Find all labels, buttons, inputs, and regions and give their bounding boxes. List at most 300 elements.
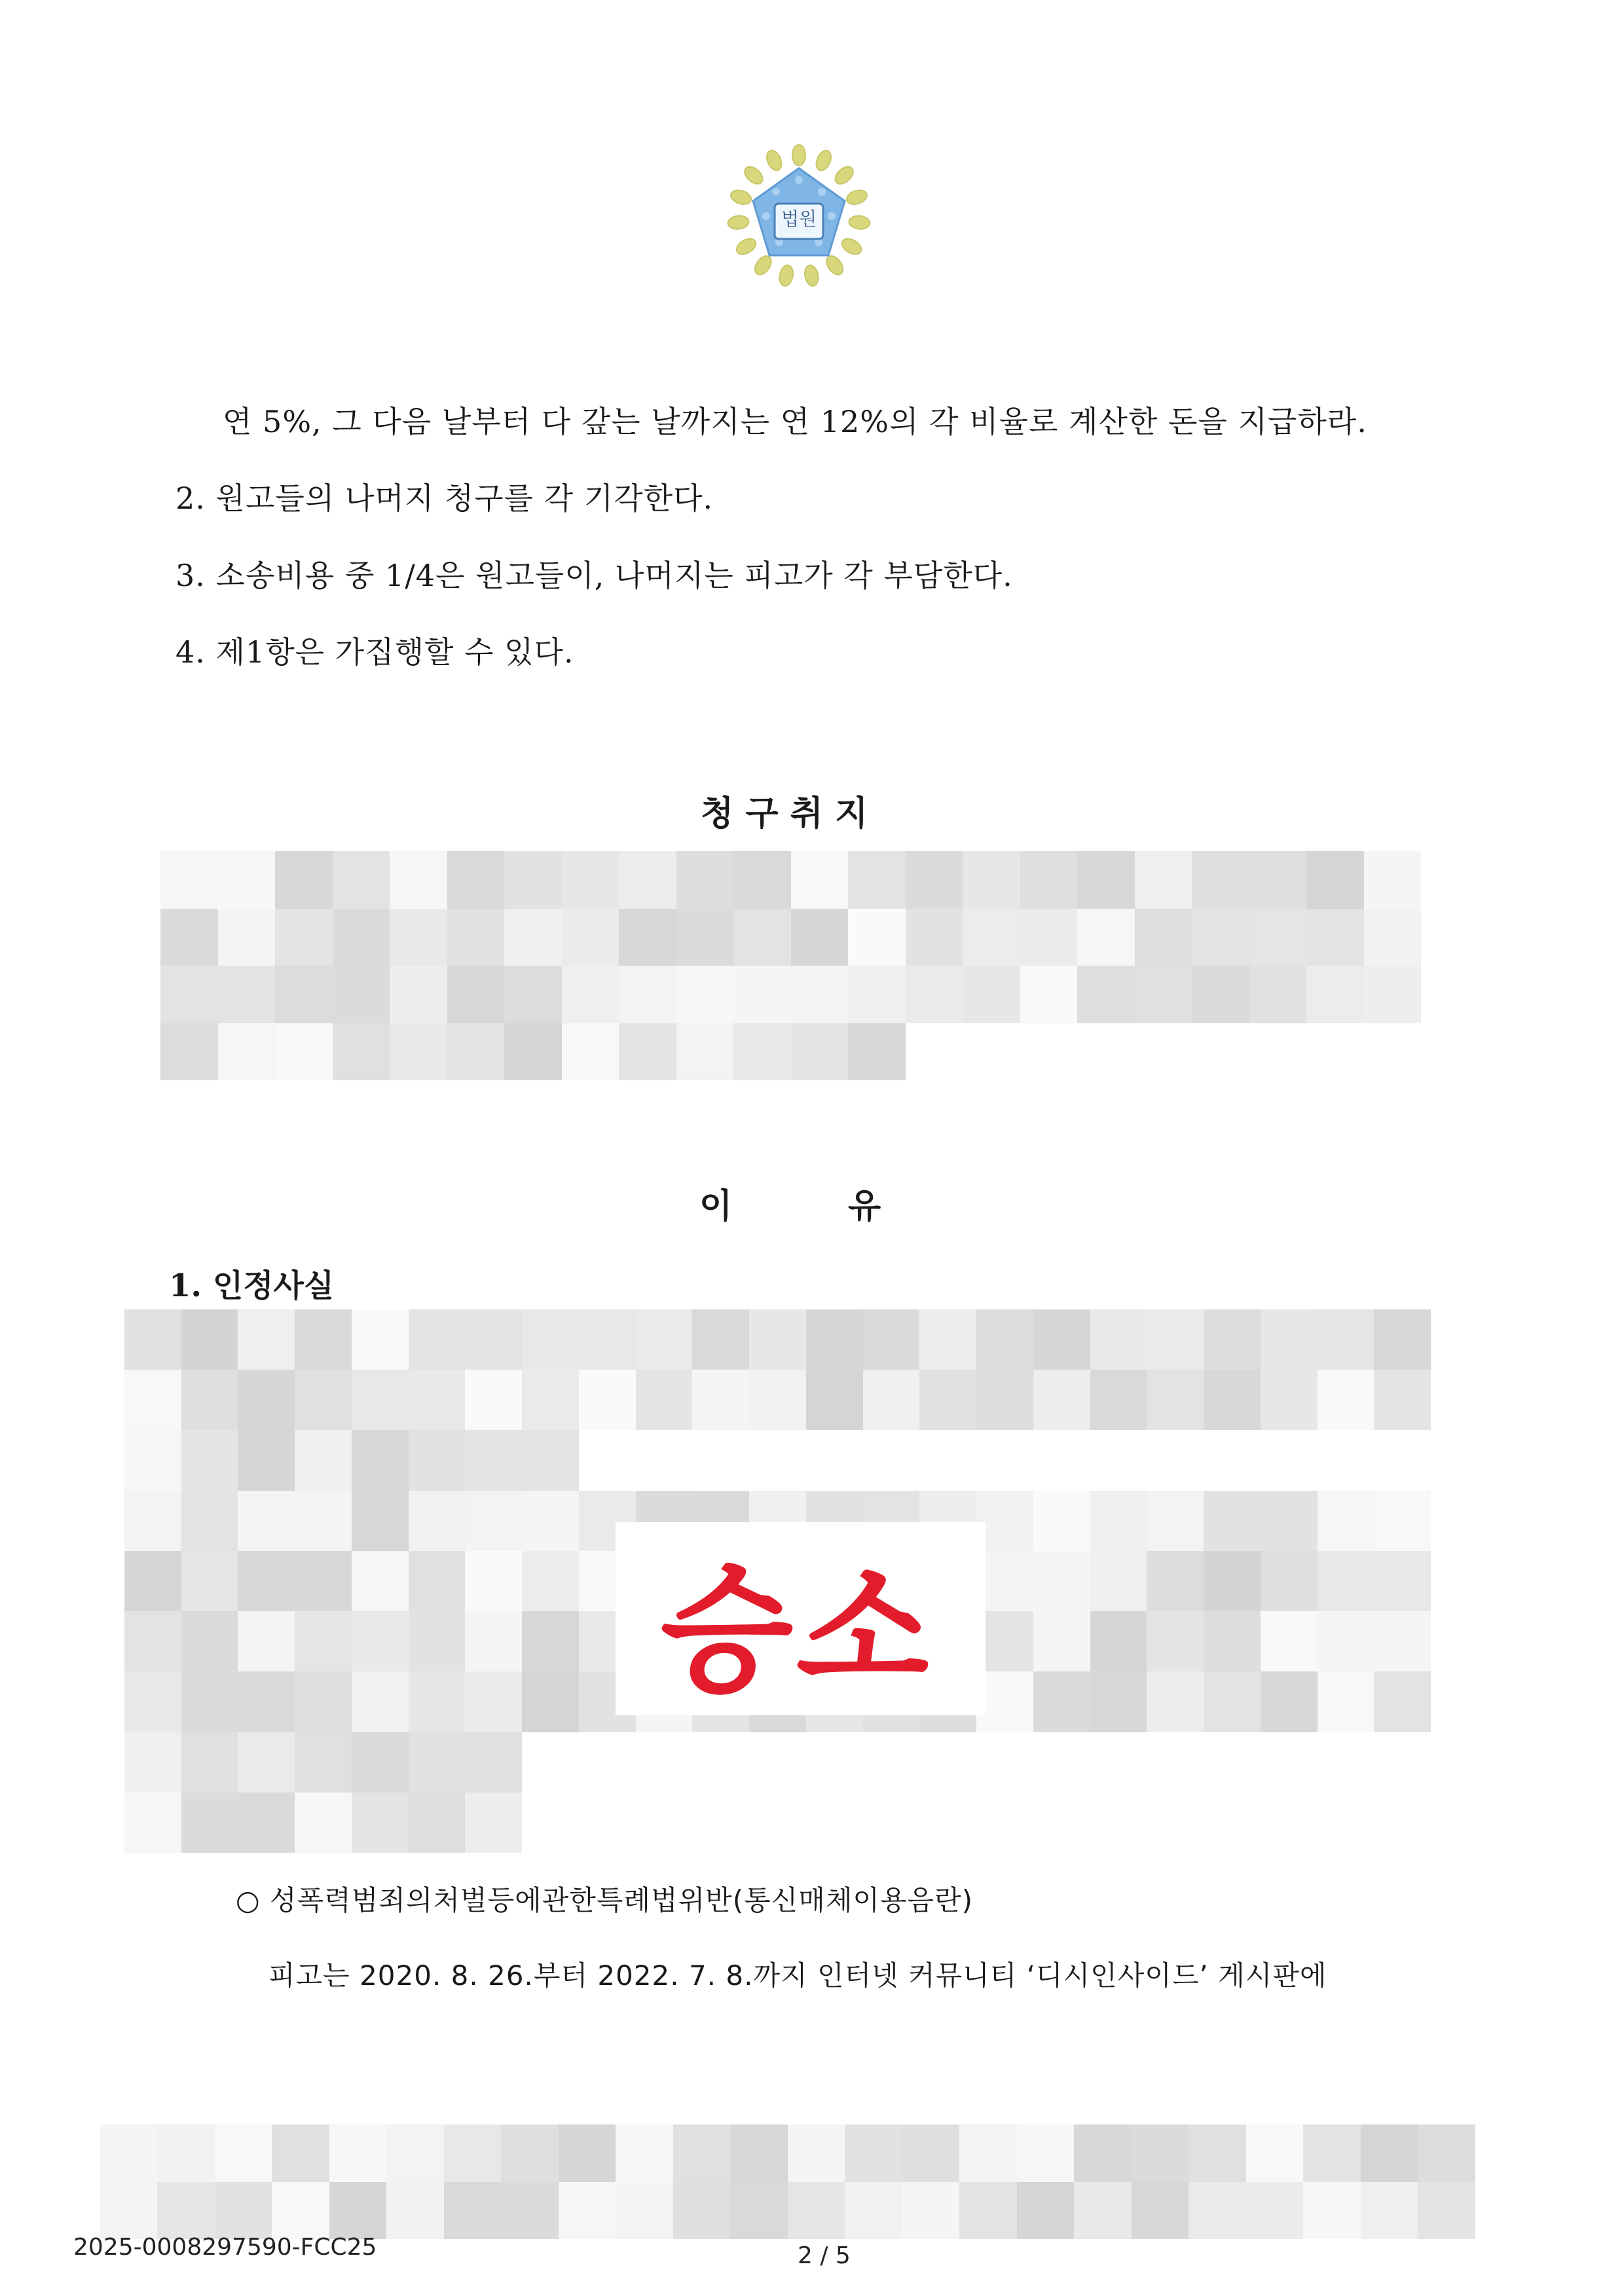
redaction-tile <box>1303 2124 1361 2182</box>
redaction-tile <box>238 1671 295 1732</box>
redaction-tile <box>1077 1023 1135 1081</box>
redaction-tile <box>1261 1793 1318 1853</box>
redaction-tile <box>522 1491 579 1551</box>
redaction-tile <box>976 1370 1033 1430</box>
redaction-tile <box>1033 1671 1090 1732</box>
redaction-tile <box>1318 1793 1375 1853</box>
redaction-tile <box>124 1611 181 1671</box>
redaction-tile <box>1147 1793 1204 1853</box>
redaction-tile <box>160 1023 218 1081</box>
redaction-tile <box>218 1023 276 1081</box>
redaction-tile <box>1249 851 1307 909</box>
redaction-tile <box>275 851 333 909</box>
redaction-tile <box>1364 1023 1422 1081</box>
redaction-tile <box>160 966 218 1023</box>
redaction-tile <box>1020 1023 1078 1081</box>
redaction-tile <box>504 909 562 966</box>
redaction-tile <box>1418 2182 1475 2240</box>
redaction-tile <box>522 1309 579 1370</box>
redaction-tile <box>676 966 734 1023</box>
redaction-tile <box>806 1430 863 1490</box>
redaction-tile <box>1364 909 1422 966</box>
redaction-tile <box>1318 1309 1375 1370</box>
redaction-tile <box>238 1430 295 1490</box>
redaction-tile <box>333 1023 390 1081</box>
redaction-tile <box>238 1793 295 1853</box>
redaction-tile <box>1090 1732 1147 1793</box>
redaction-tile <box>676 851 734 909</box>
redaction-tile <box>522 1551 579 1611</box>
redaction-tile <box>238 1611 295 1671</box>
redaction-tile <box>1090 1430 1147 1490</box>
redaction-tile <box>124 1491 181 1551</box>
redaction-tile <box>1189 2124 1246 2182</box>
redaction-tile <box>160 909 218 966</box>
redaction-tile <box>465 1309 522 1370</box>
redaction-tile <box>1303 2182 1361 2240</box>
redaction-tile <box>1306 966 1364 1023</box>
redaction-tile <box>43 2124 100 2182</box>
redaction-tile <box>1364 966 1422 1023</box>
redaction-tile <box>465 1430 522 1490</box>
redaction-tile <box>352 1491 409 1551</box>
redaction-tile <box>616 2182 673 2240</box>
redaction-tile <box>1033 1309 1090 1370</box>
redaction-tile <box>1135 966 1192 1023</box>
redaction-tile <box>1204 1732 1261 1793</box>
redaction-tile <box>919 1370 976 1430</box>
redaction-tile <box>692 1370 749 1430</box>
redaction-tile <box>504 1023 562 1081</box>
redaction-tile <box>1189 2182 1246 2240</box>
redaction-tile <box>275 909 333 966</box>
redaction-tile <box>619 909 676 966</box>
redaction-tile <box>902 2124 960 2182</box>
redaction-tile <box>619 1023 676 1081</box>
redaction-tile <box>181 1732 238 1793</box>
redaction-tile <box>1192 851 1249 909</box>
redaction-tile <box>1204 1370 1261 1430</box>
redaction-tile <box>218 909 276 966</box>
redaction-tile <box>295 1793 352 1853</box>
redaction-tile <box>848 966 906 1023</box>
redaction-tile <box>749 1732 806 1793</box>
redaction-tile <box>465 1551 522 1611</box>
redaction-tile <box>124 1430 181 1490</box>
redaction-tile <box>579 1370 636 1430</box>
redaction-tile <box>562 909 619 966</box>
redaction-tile <box>1204 1671 1261 1732</box>
redaction-tile <box>238 1309 295 1370</box>
redaction-tile <box>124 1309 181 1370</box>
redaction-tile <box>504 851 562 909</box>
redaction-tile <box>124 1370 181 1430</box>
redaction-tile <box>352 1671 409 1732</box>
redaction-tile <box>806 1732 863 1793</box>
redaction-tile <box>963 909 1020 966</box>
redaction-tile <box>562 1023 619 1081</box>
redaction-tile <box>1147 1551 1204 1611</box>
redaction-tile <box>1077 909 1135 966</box>
redaction-tile <box>1147 1491 1204 1551</box>
redaction-tile <box>465 1370 522 1430</box>
redaction-tile <box>181 1430 238 1490</box>
redaction-tile <box>1147 1732 1204 1793</box>
redaction-tile <box>1374 1309 1431 1370</box>
redaction-tile <box>215 2182 272 2240</box>
redaction-tile <box>1249 966 1307 1023</box>
redaction-tile <box>333 966 390 1023</box>
redaction-tile <box>1318 1611 1375 1671</box>
redaction-tile <box>579 1309 636 1370</box>
redaction-tile <box>906 851 963 909</box>
redaction-tile <box>906 1023 963 1081</box>
redaction-tile <box>1090 1491 1147 1551</box>
redaction-tile <box>676 1023 734 1081</box>
redaction-tile <box>579 1732 636 1793</box>
redaction-tile <box>1374 1370 1431 1430</box>
redaction-tile <box>352 1551 409 1611</box>
redaction-tile <box>1033 1611 1090 1671</box>
redaction-tile <box>733 1023 791 1081</box>
redaction-tile <box>1261 1491 1318 1551</box>
redaction-tile <box>1204 1551 1261 1611</box>
redaction-tile <box>1249 1023 1307 1081</box>
charge-body: 피고는 2020. 8. 26.부터 2022. 7. 8.까지 인터넷 커뮤니티 ‘디시인사이드’ 게시판에 <box>268 1959 1327 1992</box>
win-stamp-text: 승소 <box>651 1550 948 1711</box>
redaction-tile <box>447 966 505 1023</box>
redaction-tile <box>1374 1671 1431 1732</box>
redaction-tile <box>409 1793 466 1853</box>
redaction-tile <box>386 2182 444 2240</box>
redaction-tile <box>1318 1430 1375 1490</box>
redaction-tile <box>845 2182 902 2240</box>
redaction-tile <box>333 851 390 909</box>
redaction-tile <box>1020 966 1078 1023</box>
redaction-tile <box>1147 1430 1204 1490</box>
redaction-tile <box>791 1023 849 1081</box>
redaction-tile <box>1033 1430 1090 1490</box>
redaction-tile <box>1135 909 1192 966</box>
redaction-tile <box>1077 851 1135 909</box>
redaction-tile <box>390 851 447 909</box>
charge-title: ○ 성폭력범죄의처벌등에관한특례법위반(통신매체이용음란) <box>236 1884 974 1916</box>
redaction-tile <box>579 1430 636 1490</box>
redaction-tile <box>295 1370 352 1430</box>
redaction-tile <box>1364 851 1422 909</box>
redaction-tile <box>791 909 849 966</box>
judgment-line-2: 2. 원고들의 나머지 청구를 각 기각한다. <box>175 481 714 516</box>
redaction-tile <box>1306 1023 1364 1081</box>
redaction-tile <box>238 1491 295 1551</box>
redaction-tile <box>390 1023 447 1081</box>
redaction-tile <box>409 1551 466 1611</box>
redaction-tile <box>522 1793 579 1853</box>
redaction-tile <box>1090 1793 1147 1853</box>
redaction-tile <box>124 1732 181 1793</box>
redaction-tile <box>522 1732 579 1793</box>
redaction-tile <box>1147 1370 1204 1430</box>
redaction-tile <box>465 1732 522 1793</box>
redaction-tile <box>295 1671 352 1732</box>
emblem-text: 법원 <box>781 208 817 230</box>
redaction-tile <box>1033 1491 1090 1551</box>
redaction-tile <box>1090 1370 1147 1430</box>
redaction-tile <box>333 909 390 966</box>
redaction-tile <box>636 1732 693 1793</box>
redaction-tile <box>465 1793 522 1853</box>
document-id: 2025-0008297590-FCC25 <box>73 2234 377 2261</box>
redaction-tile <box>218 851 276 909</box>
redaction-tile <box>673 2124 731 2182</box>
redaction-tile <box>465 1611 522 1671</box>
redaction-tile <box>636 1370 693 1430</box>
redaction-tile <box>409 1491 466 1551</box>
redaction-tile <box>124 1793 181 1853</box>
redaction-tile <box>160 851 218 909</box>
redaction-tile <box>1020 851 1078 909</box>
redaction-tile <box>181 1793 238 1853</box>
redaction-tile <box>733 851 791 909</box>
redaction-tile <box>1374 1611 1431 1671</box>
redaction-tile <box>1204 1491 1261 1551</box>
redaction-tile <box>673 2182 731 2240</box>
redaction-tile <box>272 2182 329 2240</box>
win-stamp <box>616 1522 986 1715</box>
redaction-tile <box>352 1611 409 1671</box>
redaction-tile <box>559 2124 616 2182</box>
redaction-tile <box>522 1430 579 1490</box>
reason-heading-left: 이 <box>699 1187 733 1226</box>
redaction-tile <box>1318 1732 1375 1793</box>
redaction-tile <box>352 1370 409 1430</box>
redaction-tile <box>1020 909 1078 966</box>
redaction-tile <box>636 1309 693 1370</box>
redaction-tile <box>636 1430 693 1490</box>
redaction-tile <box>1132 2182 1189 2240</box>
redaction-tile <box>409 1611 466 1671</box>
redaction-tile <box>863 1370 920 1430</box>
redaction-tile <box>1090 1671 1147 1732</box>
redaction-tile <box>1261 1370 1318 1430</box>
redaction-tile <box>806 1793 863 1853</box>
redaction-tile <box>295 1491 352 1551</box>
redacted-claim-block <box>160 851 1421 1080</box>
redaction-tile <box>902 2182 960 2240</box>
redaction-tile <box>1204 1793 1261 1853</box>
redaction-tile <box>733 966 791 1023</box>
redaction-tile <box>238 1370 295 1430</box>
redaction-tile <box>1318 1370 1375 1430</box>
redaction-tile <box>1147 1309 1204 1370</box>
redaction-tile <box>919 1732 976 1793</box>
redaction-tile <box>157 2124 215 2182</box>
redaction-tile <box>806 1370 863 1430</box>
redaction-tile <box>636 1793 693 1853</box>
redaction-tile <box>218 966 276 1023</box>
redaction-tile <box>1261 1551 1318 1611</box>
redaction-tile <box>447 1023 505 1081</box>
redaction-tile <box>959 2182 1017 2240</box>
redaction-tile <box>295 1430 352 1490</box>
redaction-tile <box>806 1309 863 1370</box>
redaction-tile <box>1361 2124 1418 2182</box>
redaction-tile <box>863 1793 920 1853</box>
redaction-tile <box>919 1430 976 1490</box>
reason-heading-right: 유 <box>848 1187 881 1226</box>
facts-heading: 1. 인정사실 <box>169 1267 335 1304</box>
redaction-tile <box>43 2182 100 2240</box>
redaction-tile <box>409 1430 466 1490</box>
redaction-tile <box>1135 851 1192 909</box>
redaction-tile <box>963 966 1020 1023</box>
redaction-tile <box>733 909 791 966</box>
redaction-tile <box>522 1370 579 1430</box>
redaction-tile <box>181 1551 238 1611</box>
redaction-tile <box>157 2182 215 2240</box>
redaction-tile <box>1033 1370 1090 1430</box>
redaction-tile <box>501 2124 559 2182</box>
redaction-tile <box>791 966 849 1023</box>
redaction-tile <box>1246 2124 1304 2182</box>
court-emblem <box>724 141 874 291</box>
redaction-tile <box>295 1309 352 1370</box>
redaction-tile <box>181 1370 238 1430</box>
redaction-tile <box>1033 1732 1090 1793</box>
redaction-tile <box>863 1430 920 1490</box>
redaction-tile <box>504 966 562 1023</box>
redaction-tile <box>692 1732 749 1793</box>
redaction-tile <box>1374 1551 1431 1611</box>
redaction-tile <box>1306 909 1364 966</box>
judgment-line-3: 3. 소송비용 중 1/4은 원고들이, 나머지는 피고가 각 부담한다. <box>175 558 1013 593</box>
redaction-tile <box>1318 1491 1375 1551</box>
redaction-tile <box>295 1551 352 1611</box>
redaction-tile <box>181 1611 238 1671</box>
redaction-tile <box>562 851 619 909</box>
redaction-tile <box>906 966 963 1023</box>
redacted-bottom-block <box>43 2124 1532 2239</box>
redaction-tile <box>522 1611 579 1671</box>
redaction-tile <box>1192 966 1249 1023</box>
redaction-tile <box>100 2182 158 2240</box>
redaction-tile <box>444 2182 502 2240</box>
redaction-tile <box>238 1551 295 1611</box>
redaction-tile <box>749 1430 806 1490</box>
redaction-tile <box>1249 909 1307 966</box>
redaction-tile <box>976 1309 1033 1370</box>
redaction-tile <box>501 2182 559 2240</box>
redaction-tile <box>1261 1732 1318 1793</box>
redaction-tile <box>465 1671 522 1732</box>
redaction-tile <box>1318 1551 1375 1611</box>
redaction-tile <box>1074 2182 1132 2240</box>
redaction-tile <box>295 1732 352 1793</box>
redaction-tile <box>1318 1671 1375 1732</box>
redaction-tile <box>1017 2124 1075 2182</box>
page-number: 2 / 5 <box>798 2242 851 2269</box>
redaction-tile <box>863 1732 920 1793</box>
redaction-tile <box>124 1671 181 1732</box>
redaction-tile <box>579 1793 636 1853</box>
redaction-tile <box>848 851 906 909</box>
redaction-tile <box>409 1370 466 1430</box>
claim-heading: 청 구 취 지 <box>701 794 868 833</box>
redaction-tile <box>390 909 447 966</box>
redaction-tile <box>447 909 505 966</box>
redaction-tile <box>1077 966 1135 1023</box>
redaction-tile <box>181 1671 238 1732</box>
redaction-tile <box>976 1732 1033 1793</box>
redaction-tile <box>848 909 906 966</box>
redaction-tile <box>730 2124 788 2182</box>
redaction-tile <box>749 1309 806 1370</box>
redaction-tile <box>976 1793 1033 1853</box>
redaction-tile <box>919 1309 976 1370</box>
redaction-tile <box>730 2182 788 2240</box>
redaction-tile <box>238 1732 295 1793</box>
redaction-tile <box>522 1671 579 1732</box>
redaction-tile <box>352 1732 409 1793</box>
redaction-tile <box>1135 1023 1192 1081</box>
redaction-tile <box>976 1430 1033 1490</box>
redaction-tile <box>959 2124 1017 2182</box>
redaction-tile <box>1261 1309 1318 1370</box>
redaction-tile <box>848 1023 906 1081</box>
redaction-tile <box>352 1793 409 1853</box>
redaction-tile <box>409 1671 466 1732</box>
redaction-tile <box>465 1491 522 1551</box>
redaction-tile <box>619 851 676 909</box>
redaction-tile <box>1033 1551 1090 1611</box>
redaction-tile <box>272 2124 329 2182</box>
redaction-tile <box>963 1023 1020 1081</box>
redaction-tile <box>444 2124 502 2182</box>
redaction-tile <box>275 1023 333 1081</box>
redaction-tile <box>447 851 505 909</box>
redaction-tile <box>692 1309 749 1370</box>
redaction-tile <box>1306 851 1364 909</box>
redaction-tile <box>1192 909 1249 966</box>
redaction-tile <box>275 966 333 1023</box>
redaction-tile <box>1017 2182 1075 2240</box>
redaction-tile <box>215 2124 272 2182</box>
redaction-tile <box>919 1793 976 1853</box>
redaction-tile <box>1147 1611 1204 1671</box>
redaction-tile <box>1246 2182 1304 2240</box>
redaction-tile <box>559 2182 616 2240</box>
redaction-tile <box>788 2182 845 2240</box>
redaction-tile <box>329 2182 387 2240</box>
redaction-tile <box>1132 2124 1189 2182</box>
redaction-tile <box>863 1309 920 1370</box>
redaction-tile <box>352 1309 409 1370</box>
redaction-tile <box>1418 2124 1475 2182</box>
redaction-tile <box>788 2124 845 2182</box>
redaction-tile <box>692 1793 749 1853</box>
redaction-tile <box>616 2124 673 2182</box>
redaction-tile <box>1074 2124 1132 2182</box>
redaction-tile <box>619 966 676 1023</box>
redaction-tile <box>409 1732 466 1793</box>
redaction-tile <box>409 1309 466 1370</box>
redaction-tile <box>181 1309 238 1370</box>
redaction-tile <box>845 2124 902 2182</box>
redaction-tile <box>676 909 734 966</box>
redaction-tile <box>1374 1430 1431 1490</box>
redaction-tile <box>1475 2182 1533 2240</box>
redaction-tile <box>1033 1793 1090 1853</box>
